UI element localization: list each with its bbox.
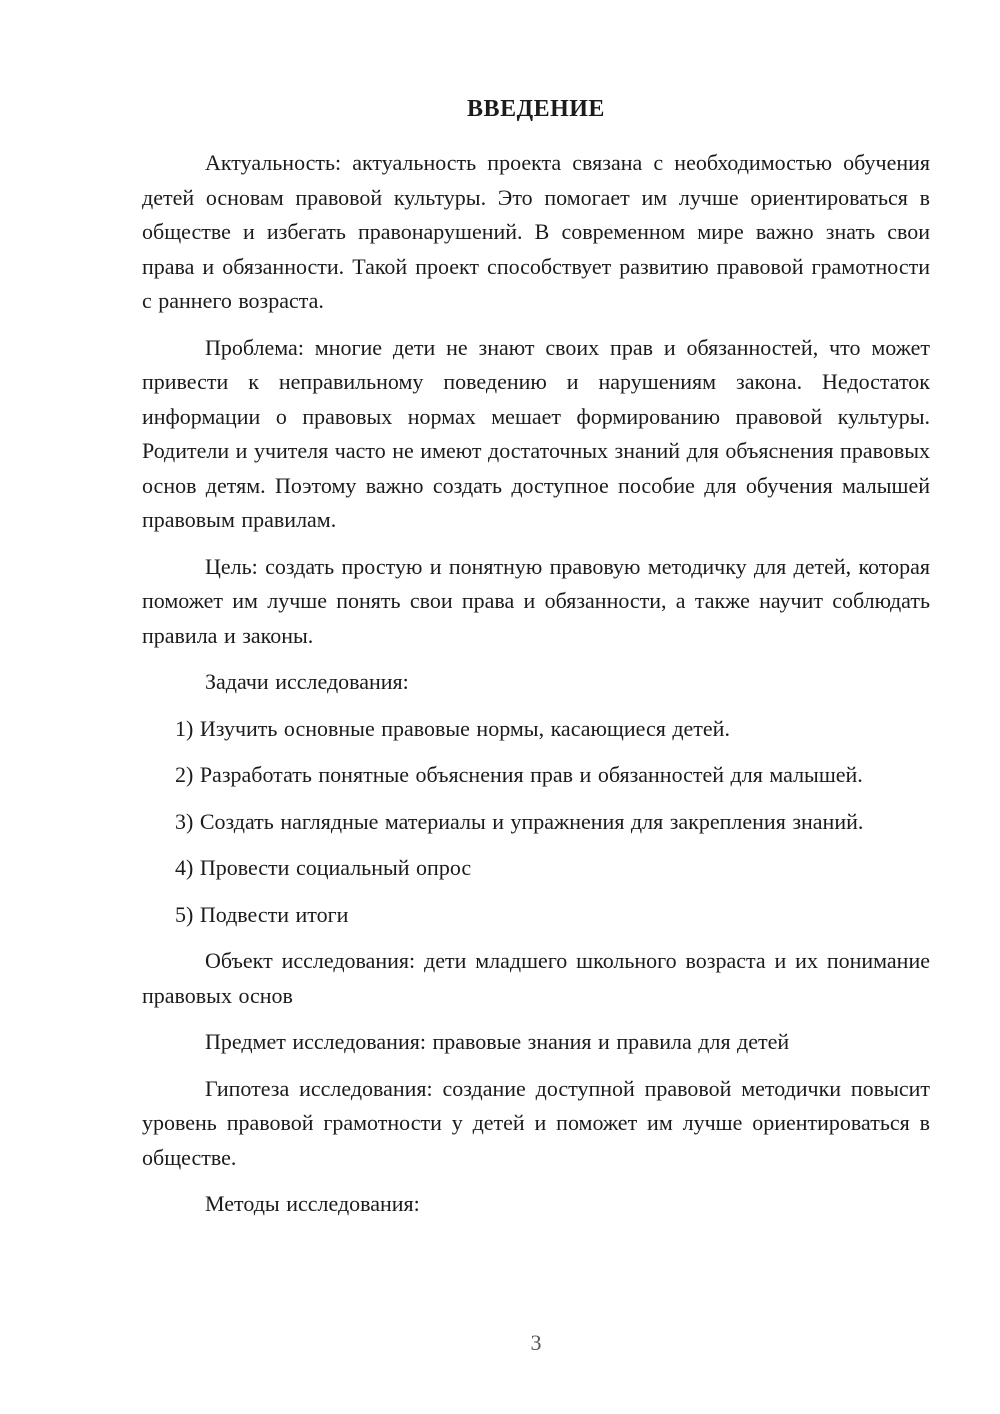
paragraph-problema: Проблема: многие дети не знают своих прав и обязанностей, что может привести к неправильному поведению и нарушениям закона. Недостаток информации о правовых нормах мешает формированию правовой культуры. Родители и учителя часто не имеют достаточных знаний для объяснения правовых основ детям. Поэтому важно создать доступное пособие для обучения малышей правовым правилам.: [142, 334, 930, 532]
page-number: 3: [530, 1330, 542, 1355]
paragraph-predmet: Предмет исследования: правовые знания и правила для детей: [205, 1029, 790, 1054]
task-item-5: 5) Подвести итоги: [175, 901, 349, 927]
zadachi-section-heading: Задачи исследования:: [205, 669, 409, 694]
task-item-2: 2) Разработать понятные объяснения прав и обязанностей для малышей.: [175, 762, 863, 787]
paragraph-aktualnost: Актуальность: актуальность проекта связана с необходимостью обучения детей основам правовой культуры. Это помогает им лучше ориентироваться в обществе и избегать правонарушений. В современном мире важно знать свои права и обязанности. Такой проект способствует развитию правовой грамотности с раннего возраста.: [142, 150, 930, 313]
task-item-4: 4) Провести социальный опрос: [175, 855, 472, 880]
page-title: ВВЕДЕНИЕ: [467, 96, 605, 122]
task-item-1: 1) Изучить основные правовые нормы, касающиеся детей.: [175, 715, 730, 741]
paragraph-obekt: Объект исследования: дети младшего школьного возраста и их понимание правовых основ: [142, 948, 930, 1008]
task-item-3: 3) Создать наглядные материалы и упражнения для закрепления знаний.: [175, 808, 864, 834]
metody-section-heading: Методы исследования:: [205, 1191, 420, 1216]
paragraph-gipoteza: Гипотеза исследования: создание доступной правовой методички повысит уровень правовой грамотности у детей и поможет им лучше ориентироваться в обществе.: [142, 1075, 930, 1170]
paragraph-tsel: Цель: создать простую и понятную правовую методичку для детей, которая поможет им лучше понять свои права и обязанности, а также научит соблюдать правила и законы.: [142, 553, 930, 648]
